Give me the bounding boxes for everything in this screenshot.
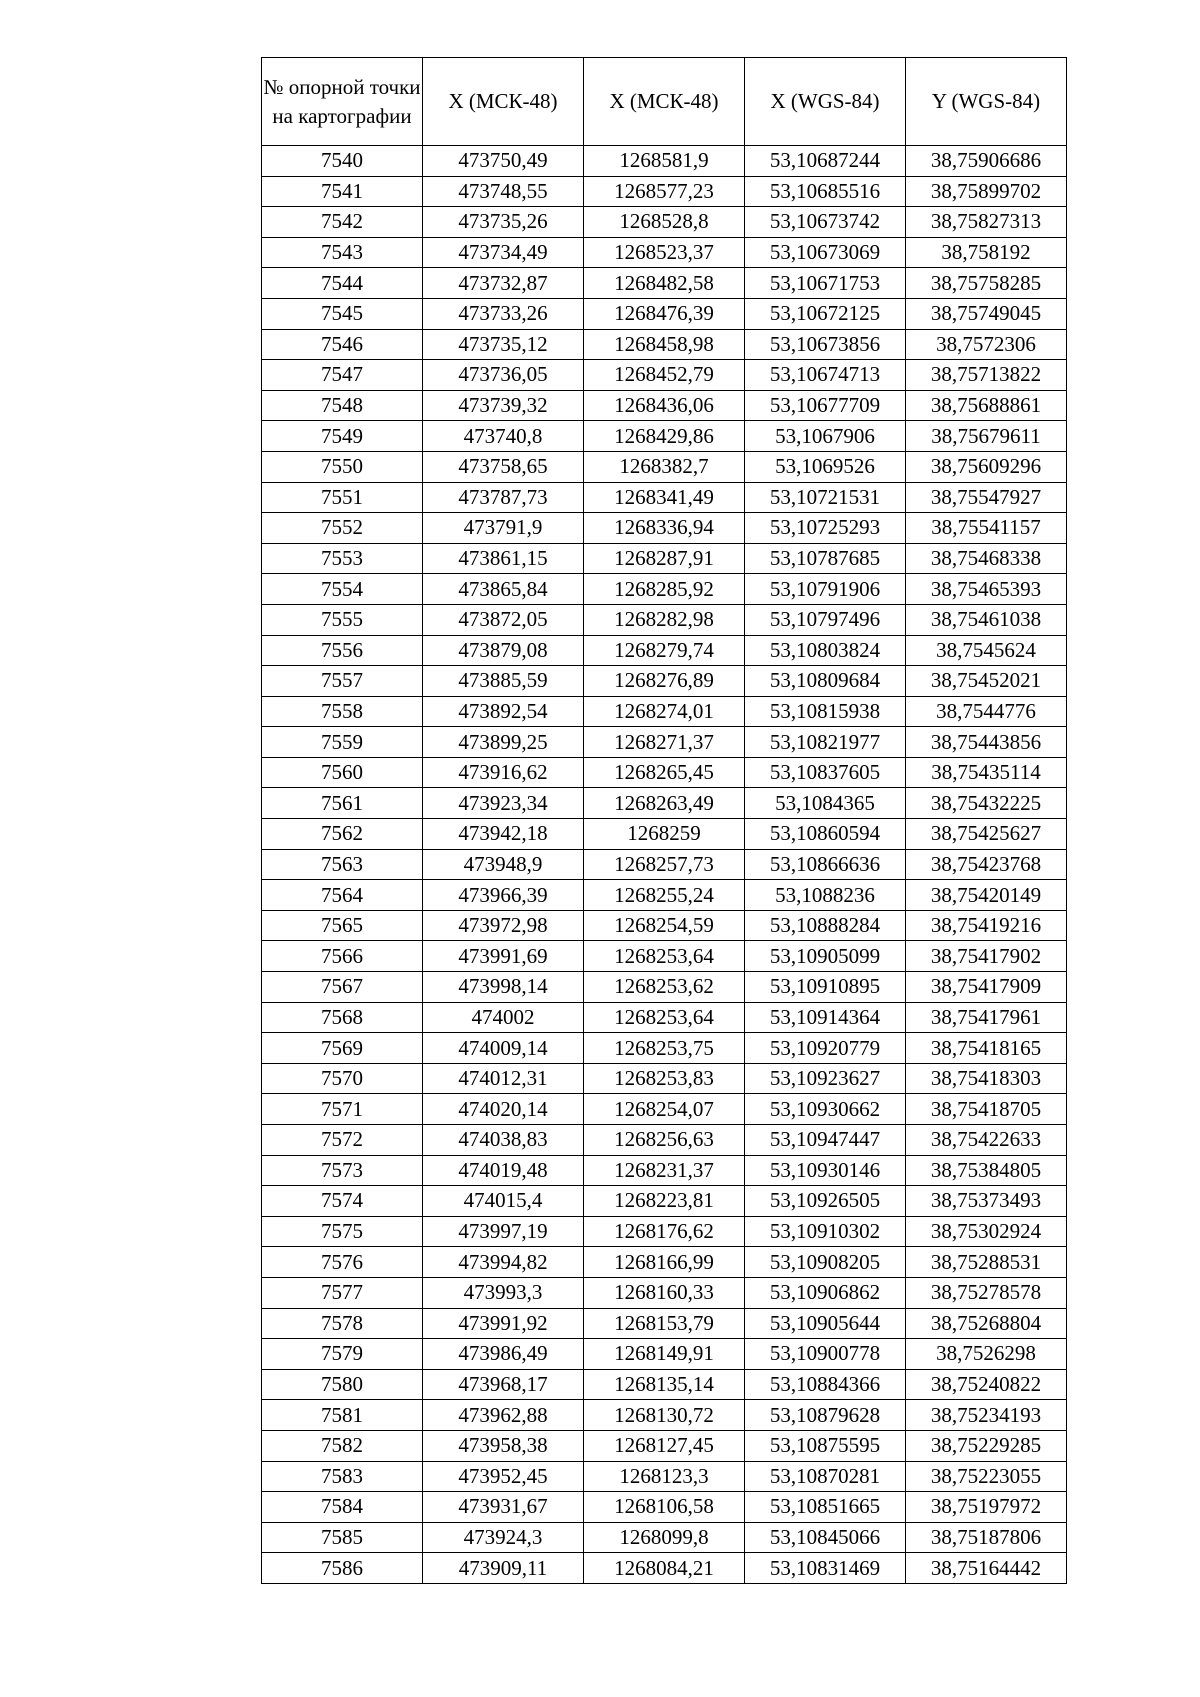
coordinates-table xyxy=(261,57,1067,1584)
cell-y-wgs84: 38,7572306 xyxy=(906,329,1067,360)
cell-x-wgs84: 53,1069526 xyxy=(745,451,906,482)
cell-x-msk48: 473748,55 xyxy=(423,176,584,207)
cell-y-wgs84: 38,75229285 xyxy=(906,1430,1067,1461)
cell-x-msk48-second: 1268099,8 xyxy=(584,1522,745,1553)
cell-x-msk48: 473931,67 xyxy=(423,1492,584,1523)
cell-x-msk48-second: 1268265,45 xyxy=(584,757,745,788)
cell-x-wgs84: 53,10797496 xyxy=(745,604,906,635)
cell-y-wgs84: 38,75758285 xyxy=(906,268,1067,299)
cell-x-msk48-second: 1268382,7 xyxy=(584,451,745,482)
cell-x-wgs84: 53,10815938 xyxy=(745,696,906,727)
cell-point-number: 7570 xyxy=(262,1063,423,1094)
cell-x-msk48: 473750,49 xyxy=(423,146,584,177)
cell-x-wgs84: 53,10906862 xyxy=(745,1277,906,1308)
cell-x-wgs84: 53,10947447 xyxy=(745,1125,906,1156)
table-row xyxy=(262,1125,1067,1156)
cell-y-wgs84: 38,75288531 xyxy=(906,1247,1067,1278)
cell-point-number: 7544 xyxy=(262,268,423,299)
cell-x-wgs84: 53,10721531 xyxy=(745,482,906,513)
cell-x-wgs84: 53,10803824 xyxy=(745,635,906,666)
cell-y-wgs84: 38,75240822 xyxy=(906,1369,1067,1400)
cell-y-wgs84: 38,75432225 xyxy=(906,788,1067,819)
cell-point-number: 7553 xyxy=(262,543,423,574)
cell-x-wgs84: 53,10725293 xyxy=(745,513,906,544)
cell-point-number: 7546 xyxy=(262,329,423,360)
table-row xyxy=(262,1155,1067,1186)
cell-y-wgs84: 38,75268804 xyxy=(906,1308,1067,1339)
cell-x-msk48-second: 1268149,91 xyxy=(584,1339,745,1370)
table-row xyxy=(262,788,1067,819)
table-row xyxy=(262,390,1067,421)
cell-x-msk48-second: 1268135,14 xyxy=(584,1369,745,1400)
cell-x-msk48: 473966,39 xyxy=(423,880,584,911)
cell-x-msk48: 473885,59 xyxy=(423,666,584,697)
cell-x-msk48: 473998,14 xyxy=(423,972,584,1003)
table-row xyxy=(262,543,1067,574)
cell-x-msk48-second: 1268176,62 xyxy=(584,1216,745,1247)
cell-x-wgs84: 53,10870281 xyxy=(745,1461,906,1492)
cell-y-wgs84: 38,75547927 xyxy=(906,482,1067,513)
cell-x-wgs84: 53,10888284 xyxy=(745,910,906,941)
cell-x-msk48-second: 1268256,63 xyxy=(584,1125,745,1156)
table-row xyxy=(262,329,1067,360)
cell-y-wgs84: 38,75443856 xyxy=(906,727,1067,758)
cell-x-wgs84: 53,10900778 xyxy=(745,1339,906,1370)
cell-point-number: 7554 xyxy=(262,574,423,605)
cell-x-msk48-second: 1268271,37 xyxy=(584,727,745,758)
header-row xyxy=(262,58,1067,146)
cell-x-msk48-second: 1268429,86 xyxy=(584,421,745,452)
table-row xyxy=(262,666,1067,697)
cell-point-number: 7552 xyxy=(262,513,423,544)
cell-point-number: 7576 xyxy=(262,1247,423,1278)
cell-x-wgs84: 53,10831469 xyxy=(745,1553,906,1584)
cell-x-msk48-second: 1268336,94 xyxy=(584,513,745,544)
cell-x-wgs84: 53,10926505 xyxy=(745,1186,906,1217)
cell-y-wgs84: 38,75452021 xyxy=(906,666,1067,697)
cell-x-msk48: 474020,14 xyxy=(423,1094,584,1125)
cell-x-msk48: 473861,15 xyxy=(423,543,584,574)
cell-point-number: 7549 xyxy=(262,421,423,452)
cell-x-wgs84: 53,10914364 xyxy=(745,1002,906,1033)
table-row xyxy=(262,1492,1067,1523)
cell-x-msk48-second: 1268257,73 xyxy=(584,849,745,880)
table-header xyxy=(262,58,1067,146)
cell-x-wgs84: 53,10673742 xyxy=(745,207,906,238)
cell-x-msk48: 473739,32 xyxy=(423,390,584,421)
cell-x-wgs84: 53,10930146 xyxy=(745,1155,906,1186)
cell-x-msk48: 473916,62 xyxy=(423,757,584,788)
cell-x-msk48-second: 1268231,37 xyxy=(584,1155,745,1186)
cell-point-number: 7572 xyxy=(262,1125,423,1156)
table-row xyxy=(262,176,1067,207)
cell-x-msk48: 474002 xyxy=(423,1002,584,1033)
table-row xyxy=(262,696,1067,727)
table-row xyxy=(262,268,1067,299)
cell-x-msk48: 474019,48 xyxy=(423,1155,584,1186)
cell-x-wgs84: 53,10674713 xyxy=(745,360,906,391)
cell-y-wgs84: 38,75234193 xyxy=(906,1400,1067,1431)
cell-y-wgs84: 38,75417909 xyxy=(906,972,1067,1003)
cell-x-msk48-second: 1268255,24 xyxy=(584,880,745,911)
cell-y-wgs84: 38,75417961 xyxy=(906,1002,1067,1033)
cell-y-wgs84: 38,75465393 xyxy=(906,574,1067,605)
cell-point-number: 7558 xyxy=(262,696,423,727)
cell-point-number: 7571 xyxy=(262,1094,423,1125)
cell-y-wgs84: 38,75713822 xyxy=(906,360,1067,391)
cell-point-number: 7542 xyxy=(262,207,423,238)
cell-y-wgs84: 38,75425627 xyxy=(906,819,1067,850)
table-row xyxy=(262,880,1067,911)
cell-x-msk48-second: 1268274,01 xyxy=(584,696,745,727)
cell-point-number: 7578 xyxy=(262,1308,423,1339)
cell-x-msk48: 473732,87 xyxy=(423,268,584,299)
cell-x-msk48-second: 1268282,98 xyxy=(584,604,745,635)
table-row xyxy=(262,1400,1067,1431)
cell-point-number: 7574 xyxy=(262,1186,423,1217)
cell-x-msk48: 473733,26 xyxy=(423,298,584,329)
table-row xyxy=(262,972,1067,1003)
header-x-msk48-second: X (МСК-48) xyxy=(584,58,745,146)
cell-x-wgs84: 53,10866636 xyxy=(745,849,906,880)
cell-y-wgs84: 38,75197972 xyxy=(906,1492,1067,1523)
cell-y-wgs84: 38,7545624 xyxy=(906,635,1067,666)
cell-x-msk48: 473942,18 xyxy=(423,819,584,850)
cell-x-msk48: 473736,05 xyxy=(423,360,584,391)
cell-x-wgs84: 53,10787685 xyxy=(745,543,906,574)
cell-x-wgs84: 53,10884366 xyxy=(745,1369,906,1400)
table-row xyxy=(262,604,1067,635)
table-row xyxy=(262,1033,1067,1064)
cell-x-msk48-second: 1268253,64 xyxy=(584,941,745,972)
cell-x-wgs84: 53,1088236 xyxy=(745,880,906,911)
table-row xyxy=(262,1186,1067,1217)
cell-point-number: 7550 xyxy=(262,451,423,482)
cell-x-msk48-second: 1268341,49 xyxy=(584,482,745,513)
cell-point-number: 7582 xyxy=(262,1430,423,1461)
cell-y-wgs84: 38,75418705 xyxy=(906,1094,1067,1125)
cell-y-wgs84: 38,758192 xyxy=(906,237,1067,268)
cell-x-msk48-second: 1268253,83 xyxy=(584,1063,745,1094)
header-y-wgs84: Y (WGS-84) xyxy=(906,58,1067,146)
table-row xyxy=(262,757,1067,788)
table-row xyxy=(262,1339,1067,1370)
cell-x-msk48: 473991,92 xyxy=(423,1308,584,1339)
cell-x-msk48-second: 1268458,98 xyxy=(584,329,745,360)
cell-y-wgs84: 38,75423768 xyxy=(906,849,1067,880)
cell-point-number: 7583 xyxy=(262,1461,423,1492)
cell-y-wgs84: 38,75461038 xyxy=(906,604,1067,635)
cell-x-msk48: 473735,26 xyxy=(423,207,584,238)
cell-x-wgs84: 53,10879628 xyxy=(745,1400,906,1431)
cell-x-msk48: 473972,98 xyxy=(423,910,584,941)
table-row xyxy=(262,360,1067,391)
table-row xyxy=(262,1522,1067,1553)
cell-x-msk48-second: 1268263,49 xyxy=(584,788,745,819)
table-row xyxy=(262,910,1067,941)
table-row xyxy=(262,298,1067,329)
cell-x-msk48: 473993,3 xyxy=(423,1277,584,1308)
cell-x-wgs84: 53,10845066 xyxy=(745,1522,906,1553)
cell-y-wgs84: 38,75827313 xyxy=(906,207,1067,238)
cell-y-wgs84: 38,7526298 xyxy=(906,1339,1067,1370)
table-row xyxy=(262,819,1067,850)
table-row xyxy=(262,451,1067,482)
cell-y-wgs84: 38,75384805 xyxy=(906,1155,1067,1186)
cell-x-msk48-second: 1268153,79 xyxy=(584,1308,745,1339)
cell-x-wgs84: 53,10930662 xyxy=(745,1094,906,1125)
cell-y-wgs84: 38,75418303 xyxy=(906,1063,1067,1094)
cell-x-msk48: 473923,34 xyxy=(423,788,584,819)
cell-y-wgs84: 38,75609296 xyxy=(906,451,1067,482)
cell-y-wgs84: 38,75422633 xyxy=(906,1125,1067,1156)
cell-x-wgs84: 53,10677709 xyxy=(745,390,906,421)
cell-y-wgs84: 38,75679611 xyxy=(906,421,1067,452)
cell-x-msk48-second: 1268285,92 xyxy=(584,574,745,605)
cell-point-number: 7562 xyxy=(262,819,423,850)
cell-x-msk48-second: 1268253,64 xyxy=(584,1002,745,1033)
cell-x-msk48-second: 1268166,99 xyxy=(584,1247,745,1278)
cell-x-msk48-second: 1268160,33 xyxy=(584,1277,745,1308)
cell-x-msk48-second: 1268253,62 xyxy=(584,972,745,1003)
cell-x-msk48-second: 1268223,81 xyxy=(584,1186,745,1217)
table-row xyxy=(262,1369,1067,1400)
cell-x-msk48-second: 1268106,58 xyxy=(584,1492,745,1523)
cell-y-wgs84: 38,75420149 xyxy=(906,880,1067,911)
cell-x-wgs84: 53,10910302 xyxy=(745,1216,906,1247)
table-row xyxy=(262,574,1067,605)
cell-point-number: 7580 xyxy=(262,1369,423,1400)
cell-x-msk48-second: 1268254,59 xyxy=(584,910,745,941)
cell-x-msk48: 473872,05 xyxy=(423,604,584,635)
cell-x-msk48: 473991,69 xyxy=(423,941,584,972)
cell-x-msk48: 473962,88 xyxy=(423,1400,584,1431)
table-row xyxy=(262,146,1067,177)
cell-point-number: 7564 xyxy=(262,880,423,911)
table-row xyxy=(262,1277,1067,1308)
cell-x-msk48: 473734,49 xyxy=(423,237,584,268)
cell-x-msk48: 474038,83 xyxy=(423,1125,584,1156)
cell-y-wgs84: 38,75417902 xyxy=(906,941,1067,972)
cell-x-msk48-second: 1268279,74 xyxy=(584,635,745,666)
cell-x-msk48: 473994,82 xyxy=(423,1247,584,1278)
cell-x-msk48: 473948,9 xyxy=(423,849,584,880)
cell-point-number: 7565 xyxy=(262,910,423,941)
cell-point-number: 7556 xyxy=(262,635,423,666)
cell-x-wgs84: 53,10673856 xyxy=(745,329,906,360)
cell-x-msk48-second: 1268084,21 xyxy=(584,1553,745,1584)
cell-x-msk48: 473909,11 xyxy=(423,1553,584,1584)
cell-y-wgs84: 38,75541157 xyxy=(906,513,1067,544)
cell-x-wgs84: 53,10905099 xyxy=(745,941,906,972)
cell-x-wgs84: 53,10672125 xyxy=(745,298,906,329)
cell-y-wgs84: 38,75278578 xyxy=(906,1277,1067,1308)
cell-x-msk48-second: 1268523,37 xyxy=(584,237,745,268)
table-row xyxy=(262,635,1067,666)
cell-y-wgs84: 38,75688861 xyxy=(906,390,1067,421)
table-row xyxy=(262,1308,1067,1339)
cell-x-msk48-second: 1268528,8 xyxy=(584,207,745,238)
cell-x-msk48: 474015,4 xyxy=(423,1186,584,1217)
cell-point-number: 7560 xyxy=(262,757,423,788)
cell-x-wgs84: 53,10908205 xyxy=(745,1247,906,1278)
cell-x-msk48: 473758,65 xyxy=(423,451,584,482)
table-row xyxy=(262,421,1067,452)
cell-x-msk48-second: 1268287,91 xyxy=(584,543,745,574)
cell-x-msk48-second: 1268577,23 xyxy=(584,176,745,207)
cell-point-number: 7566 xyxy=(262,941,423,972)
table-row xyxy=(262,1002,1067,1033)
cell-point-number: 7584 xyxy=(262,1492,423,1523)
cell-point-number: 7581 xyxy=(262,1400,423,1431)
table-body xyxy=(262,146,1067,1584)
table-row xyxy=(262,1430,1067,1461)
cell-x-msk48-second: 1268259 xyxy=(584,819,745,850)
table-row xyxy=(262,513,1067,544)
table-row xyxy=(262,1094,1067,1125)
cell-x-wgs84: 53,10809684 xyxy=(745,666,906,697)
cell-x-wgs84: 53,10687244 xyxy=(745,146,906,177)
cell-x-msk48-second: 1268127,45 xyxy=(584,1430,745,1461)
cell-x-msk48-second: 1268253,75 xyxy=(584,1033,745,1064)
cell-x-wgs84: 53,1067906 xyxy=(745,421,906,452)
cell-x-msk48-second: 1268276,89 xyxy=(584,666,745,697)
cell-point-number: 7567 xyxy=(262,972,423,1003)
cell-point-number: 7585 xyxy=(262,1522,423,1553)
table-row xyxy=(262,237,1067,268)
cell-y-wgs84: 38,75899702 xyxy=(906,176,1067,207)
cell-y-wgs84: 38,75468338 xyxy=(906,543,1067,574)
cell-point-number: 7569 xyxy=(262,1033,423,1064)
cell-x-msk48: 473892,54 xyxy=(423,696,584,727)
cell-x-wgs84: 53,10920779 xyxy=(745,1033,906,1064)
cell-point-number: 7551 xyxy=(262,482,423,513)
table-row xyxy=(262,207,1067,238)
cell-x-msk48: 473924,3 xyxy=(423,1522,584,1553)
cell-point-number: 7579 xyxy=(262,1339,423,1370)
cell-x-msk48: 473968,17 xyxy=(423,1369,584,1400)
cell-y-wgs84: 38,75187806 xyxy=(906,1522,1067,1553)
cell-x-msk48: 473899,25 xyxy=(423,727,584,758)
cell-x-msk48-second: 1268452,79 xyxy=(584,360,745,391)
cell-x-msk48: 473958,38 xyxy=(423,1430,584,1461)
cell-y-wgs84: 38,75906686 xyxy=(906,146,1067,177)
cell-point-number: 7545 xyxy=(262,298,423,329)
cell-y-wgs84: 38,75418165 xyxy=(906,1033,1067,1064)
cell-x-wgs84: 53,10923627 xyxy=(745,1063,906,1094)
cell-x-msk48: 474012,31 xyxy=(423,1063,584,1094)
cell-x-wgs84: 53,10791906 xyxy=(745,574,906,605)
cell-point-number: 7568 xyxy=(262,1002,423,1033)
cell-y-wgs84: 38,75749045 xyxy=(906,298,1067,329)
cell-x-msk48: 473997,19 xyxy=(423,1216,584,1247)
cell-point-number: 7575 xyxy=(262,1216,423,1247)
cell-x-msk48: 473879,08 xyxy=(423,635,584,666)
cell-x-msk48-second: 1268254,07 xyxy=(584,1094,745,1125)
cell-x-msk48-second: 1268482,58 xyxy=(584,268,745,299)
cell-x-msk48: 473865,84 xyxy=(423,574,584,605)
cell-x-msk48-second: 1268436,06 xyxy=(584,390,745,421)
cell-x-wgs84: 53,10673069 xyxy=(745,237,906,268)
cell-x-msk48-second: 1268581,9 xyxy=(584,146,745,177)
cell-y-wgs84: 38,75435114 xyxy=(906,757,1067,788)
cell-y-wgs84: 38,75164442 xyxy=(906,1553,1067,1584)
cell-x-msk48: 473986,49 xyxy=(423,1339,584,1370)
cell-x-wgs84: 53,10837605 xyxy=(745,757,906,788)
header-x-msk48: X (МСК-48) xyxy=(423,58,584,146)
cell-point-number: 7561 xyxy=(262,788,423,819)
cell-x-wgs84: 53,10821977 xyxy=(745,727,906,758)
cell-point-number: 7577 xyxy=(262,1277,423,1308)
cell-point-number: 7540 xyxy=(262,146,423,177)
table-row xyxy=(262,849,1067,880)
cell-x-msk48: 473791,9 xyxy=(423,513,584,544)
cell-x-msk48: 473952,45 xyxy=(423,1461,584,1492)
cell-x-msk48-second: 1268123,3 xyxy=(584,1461,745,1492)
header-point-number: № опорной точки на картографии xyxy=(262,58,423,146)
table-row xyxy=(262,727,1067,758)
table-row xyxy=(262,941,1067,972)
header-x-wgs84: X (WGS-84) xyxy=(745,58,906,146)
cell-x-msk48: 473735,12 xyxy=(423,329,584,360)
cell-point-number: 7563 xyxy=(262,849,423,880)
cell-x-msk48: 474009,14 xyxy=(423,1033,584,1064)
cell-y-wgs84: 38,75373493 xyxy=(906,1186,1067,1217)
cell-x-wgs84: 53,10910895 xyxy=(745,972,906,1003)
table-row xyxy=(262,1461,1067,1492)
cell-point-number: 7543 xyxy=(262,237,423,268)
cell-x-msk48-second: 1268476,39 xyxy=(584,298,745,329)
cell-point-number: 7541 xyxy=(262,176,423,207)
cell-point-number: 7547 xyxy=(262,360,423,391)
cell-point-number: 7573 xyxy=(262,1155,423,1186)
cell-point-number: 7586 xyxy=(262,1553,423,1584)
table-row xyxy=(262,1216,1067,1247)
cell-x-msk48: 473740,8 xyxy=(423,421,584,452)
cell-x-wgs84: 53,10905644 xyxy=(745,1308,906,1339)
cell-x-msk48: 473787,73 xyxy=(423,482,584,513)
cell-point-number: 7559 xyxy=(262,727,423,758)
table-row xyxy=(262,1553,1067,1584)
table-row xyxy=(262,482,1067,513)
cell-x-wgs84: 53,10671753 xyxy=(745,268,906,299)
cell-point-number: 7557 xyxy=(262,666,423,697)
cell-x-wgs84: 53,1084365 xyxy=(745,788,906,819)
table-row xyxy=(262,1063,1067,1094)
cell-y-wgs84: 38,7544776 xyxy=(906,696,1067,727)
cell-x-wgs84: 53,10851665 xyxy=(745,1492,906,1523)
cell-y-wgs84: 38,75302924 xyxy=(906,1216,1067,1247)
table-row xyxy=(262,1247,1067,1278)
cell-point-number: 7555 xyxy=(262,604,423,635)
cell-y-wgs84: 38,75223055 xyxy=(906,1461,1067,1492)
cell-x-wgs84: 53,10685516 xyxy=(745,176,906,207)
cell-x-wgs84: 53,10860594 xyxy=(745,819,906,850)
cell-y-wgs84: 38,75419216 xyxy=(906,910,1067,941)
cell-x-msk48-second: 1268130,72 xyxy=(584,1400,745,1431)
cell-x-wgs84: 53,10875595 xyxy=(745,1430,906,1461)
cell-point-number: 7548 xyxy=(262,390,423,421)
